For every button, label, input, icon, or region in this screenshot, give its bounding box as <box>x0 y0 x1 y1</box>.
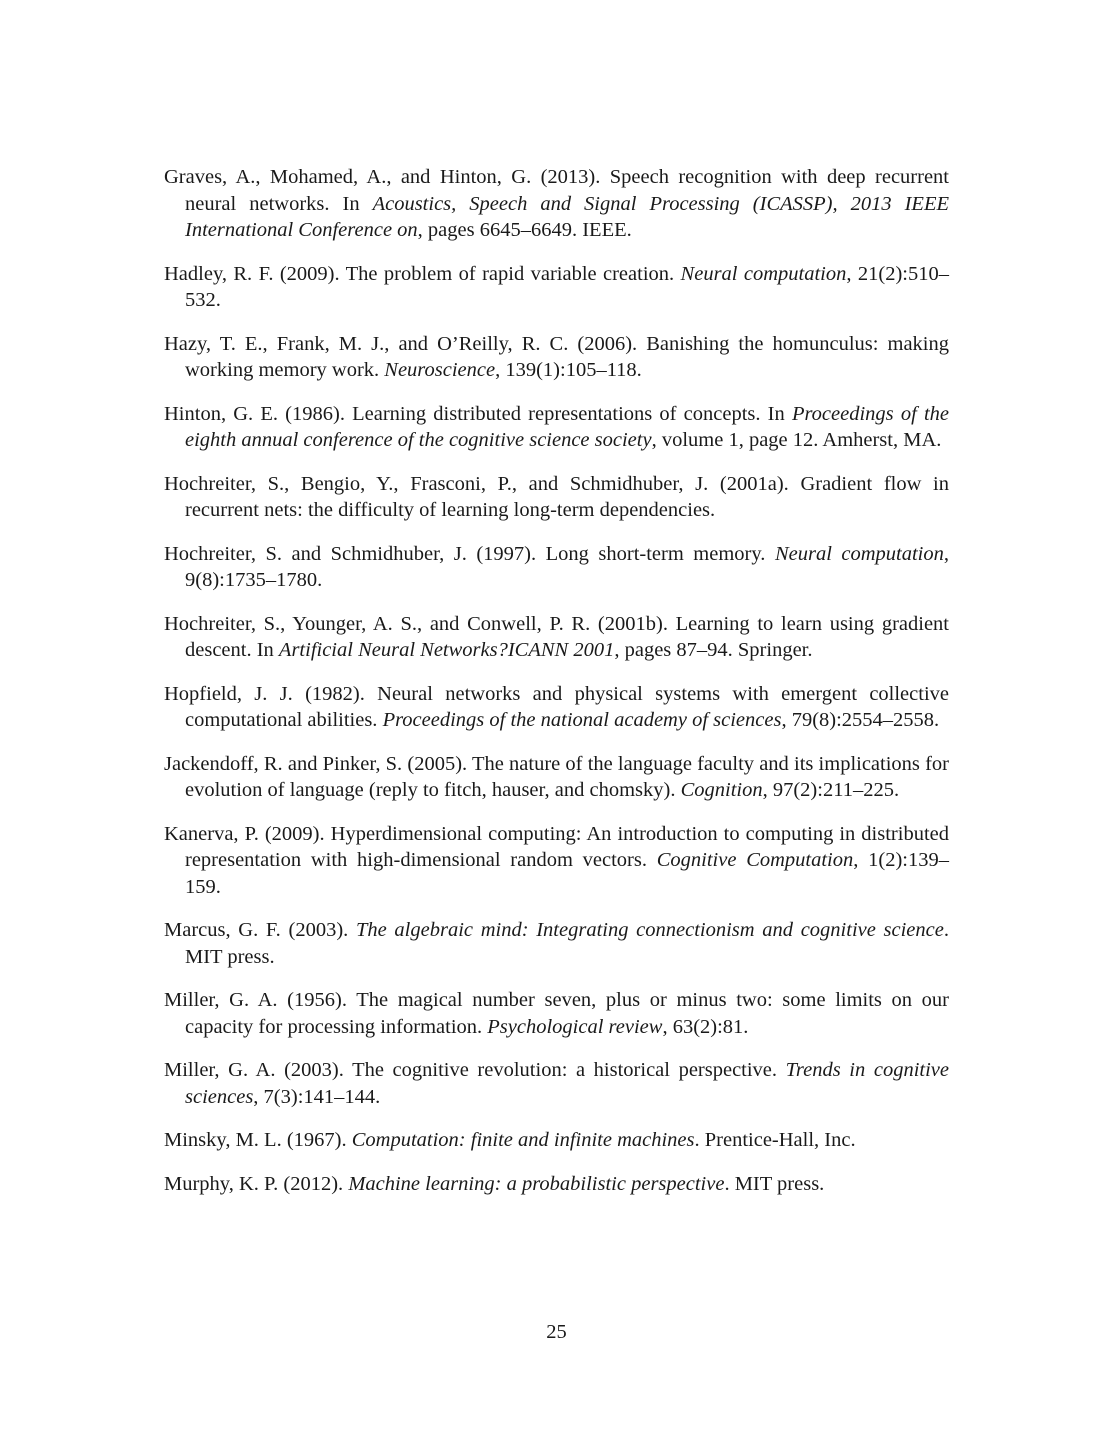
reference-venue: Neuroscience <box>384 359 496 381</box>
reference-text: Hochreiter, S., Bengio, Y., Frasconi, P., and Schmidhuber, J. (2001a). Gradient flow in recurrent nets: the difficulty of learning long-term dependencies. <box>164 472 949 521</box>
reference-details: . MIT press. <box>724 1172 825 1195</box>
reference-text: Marcus, G. F. (2003). <box>164 919 356 941</box>
reference-details: , pages 6645–6649. IEEE. <box>417 219 632 241</box>
reference-entry <box>164 401 949 454</box>
reference-details: , 97(2):211–225. <box>762 779 900 801</box>
reference-text: Murphy, K. P. (2012). <box>164 1172 349 1195</box>
reference-text: Graves, A., Mohamed, A., and Hinton, G. (2013). Speech recognition with deep recurrent neural networks. In <box>164 166 949 215</box>
reference-text: Hazy, T. E., Frank, M. J., and O’Reilly, R. C. (2006). Banishing the homunculus: making working memory work. <box>164 332 949 381</box>
reference-venue: Trends in cognitive sciences <box>185 1059 949 1108</box>
reference-venue: Computation: finite and infinite machines <box>351 1129 695 1151</box>
reference-entry <box>164 1057 949 1110</box>
reference-details: , pages 87–94. Springer. <box>614 639 813 661</box>
reference-text: Hochreiter, S., Younger, A. S., and Conwell, P. R. (2001b). Learning to learn using gradient descent. In <box>164 612 949 661</box>
reference-list <box>164 164 949 1214</box>
reference-entry <box>164 261 949 314</box>
reference-entry <box>164 1171 949 1198</box>
reference-venue: Psychological review <box>487 1015 663 1038</box>
reference-text: Hadley, R. F. (2009). The problem of rapid variable creation. <box>164 262 681 285</box>
reference-venue: Cognitive Computation <box>656 849 854 871</box>
reference-venue: Neural computation <box>680 262 847 285</box>
reference-venue: Artificial Neural Networks?ICANN 2001 <box>278 639 615 661</box>
reference-entry <box>164 821 949 901</box>
reference-entry <box>164 611 949 664</box>
reference-text: Hochreiter, S. and Schmidhuber, J. (1997). Long short-term memory. <box>164 542 775 565</box>
reference-text: Jackendoff, R. and Pinker, S. (2005). The nature of the language faculty and its implications for evolution of language (reply to fitch, hauser, and chomsky). <box>164 752 949 801</box>
reference-details: , 63(2):81. <box>662 1015 749 1038</box>
reference-entry <box>164 1127 949 1154</box>
reference-text: Miller, G. A. (1956). The magical number seven, plus or minus two: some limits on our capacity for processing information. <box>164 989 949 1038</box>
reference-venue: Machine learning: a probabilistic perspective <box>348 1172 725 1195</box>
page-number: 25 <box>546 1321 567 1343</box>
reference-venue: Cognition <box>680 779 763 801</box>
reference-details: , volume 1, page 12. Amherst, MA. <box>651 429 942 451</box>
reference-details: , 9(8):1735–1780. <box>185 542 950 591</box>
reference-text: Hinton, G. E. (1986). Learning distributed representations of concepts. In <box>164 402 792 425</box>
reference-details: , 21(2):510–532. <box>185 262 949 311</box>
reference-details: , 1(2):139–159. <box>185 849 949 898</box>
reference-entry <box>164 471 949 524</box>
reference-text: Minsky, M. L. (1967). <box>164 1129 352 1151</box>
reference-text: Kanerva, P. (2009). Hyperdimensional computing: An introduction to computing in distributed representation with high-dimensional random vectors. <box>164 822 949 871</box>
reference-venue: Proceedings of the national academy of sciences <box>382 709 782 731</box>
reference-details: , 7(3):141–144. <box>253 1085 381 1108</box>
reference-text: Hopfield, J. J. (1982). Neural networks and physical systems with emergent collective computational abilities. <box>164 682 949 731</box>
reference-entry <box>164 681 949 734</box>
reference-details: , 139(1):105–118. <box>495 359 642 381</box>
reference-entry <box>164 164 949 244</box>
reference-entry <box>164 987 949 1040</box>
reference-details: . MIT press. <box>185 919 949 968</box>
reference-entry <box>164 917 949 970</box>
reference-venue: Proceedings of the eighth annual conference of the cognitive science society <box>185 402 949 451</box>
reference-text: Miller, G. A. (2003). The cognitive revolution: a historical perspective. <box>164 1059 786 1081</box>
reference-entry <box>164 331 949 384</box>
reference-venue: Acoustics, Speech and Signal Processing (ICASSP), 2013 IEEE International Conference on <box>185 192 950 241</box>
reference-venue: The algebraic mind: Integrating connectionism and cognitive science <box>355 919 944 941</box>
reference-details: , 79(8):2554–2558. <box>781 709 940 731</box>
reference-entry <box>164 751 949 804</box>
reference-entry <box>164 541 949 594</box>
reference-venue: Neural computation <box>774 542 944 565</box>
reference-details: . Prentice-Hall, Inc. <box>694 1129 856 1151</box>
